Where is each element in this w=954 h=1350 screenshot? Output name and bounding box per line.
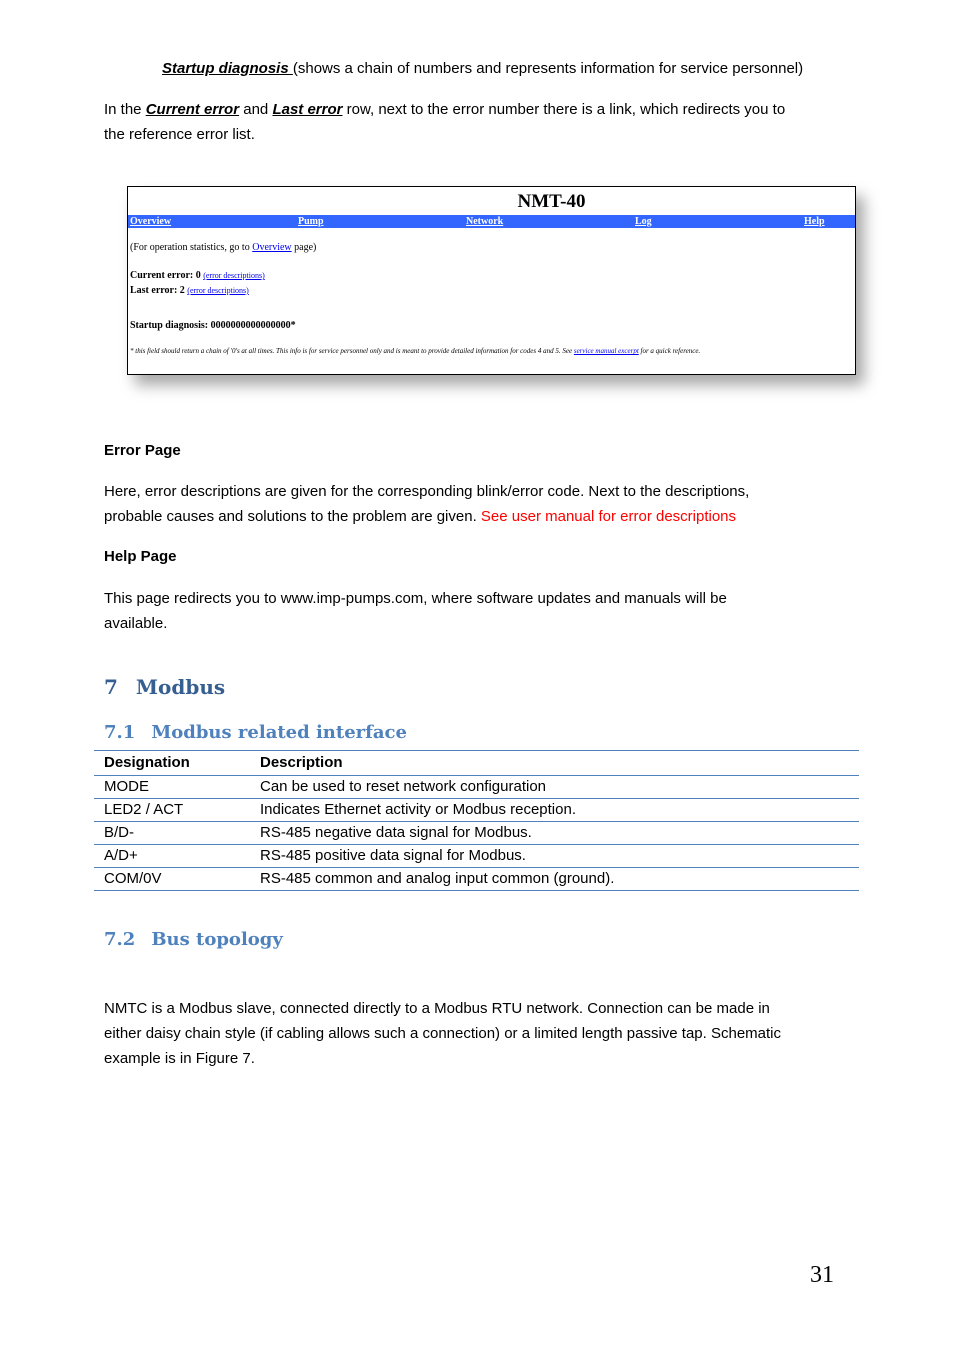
text-fragment: (For operation statistics, go to: [130, 242, 253, 253]
table-row: [94, 822, 859, 845]
text-fragment: page): [291, 242, 317, 253]
nav-network[interactable]: Network: [466, 216, 504, 227]
error-row-paragraph: [104, 97, 785, 147]
header-description: Description: [260, 754, 343, 771]
designation-cell: MODE: [104, 778, 149, 795]
last-error-value: Last error: 2: [130, 285, 185, 296]
section-title: Modbus: [135, 675, 226, 699]
description-cell: RS-485 negative data signal for Modbus.: [260, 824, 532, 841]
section-title: Modbus related interface: [151, 722, 407, 743]
table-row: [94, 776, 859, 799]
page-number: 31: [810, 1262, 834, 1288]
text-fragment: This page redirects you to www.imp-pumps.com, where software updates and manuals will be: [104, 590, 727, 607]
section-number: 7: [104, 675, 118, 699]
screenshot-title: NMT-40: [517, 191, 586, 212]
current-error-line: [130, 270, 265, 281]
user-manual-note: See user manual for error descriptions: [480, 508, 737, 525]
last-error-term: Last error: [272, 101, 343, 118]
current-error-link[interactable]: (error descriptions): [203, 271, 265, 280]
designation-cell: LED2 / ACT: [104, 801, 184, 818]
table-row: [94, 868, 859, 891]
section-7-1-heading: [104, 722, 407, 743]
help-page-paragraph: [104, 586, 727, 636]
last-error-line: [130, 285, 249, 296]
startup-description: (shows a chain of numbers and represents information for service personnel): [292, 60, 804, 77]
designation-cell: B/D-: [104, 824, 134, 841]
nav-log[interactable]: Log: [635, 216, 652, 227]
nmt40-screenshot: [127, 186, 856, 375]
last-error-link[interactable]: (error descriptions): [187, 286, 249, 295]
section-number: 7.1: [104, 722, 136, 743]
text-fragment: example is in Figure 7.: [104, 1050, 255, 1067]
section-7-heading: [104, 675, 225, 699]
text-fragment: * this field should return a chain of '0's at all times. This info is for service personnel only and is meant to provide detailed information for codes 4 and 5. See: [130, 347, 574, 355]
nav-pump[interactable]: Pump: [298, 216, 324, 227]
designation-cell: COM/0V: [104, 870, 162, 887]
text-fragment: the reference error list.: [104, 126, 255, 143]
text-fragment: and: [239, 101, 273, 118]
nav-help[interactable]: Help: [804, 216, 825, 227]
modbus-interface-table: [94, 750, 859, 891]
designation-cell: A/D+: [104, 847, 138, 864]
startup-diagnosis-value: Startup diagnosis: 0000000000000000*: [130, 320, 296, 331]
screenshot-nav-bar: [128, 215, 855, 228]
section-7-2-heading: [104, 929, 283, 950]
header-designation: Designation: [104, 754, 190, 771]
text-fragment: NMTC is a Modbus slave, connected directly to a Modbus RTU network. Connection can be made in: [104, 1000, 770, 1017]
stats-line: [130, 242, 316, 253]
current-error-term: Current error: [145, 101, 240, 118]
error-page-paragraph: [104, 479, 749, 529]
startup-diagnosis-line: [162, 56, 803, 81]
error-page-heading: Error Page: [104, 442, 181, 459]
description-cell: RS-485 positive data signal for Modbus.: [260, 847, 526, 864]
description-cell: Can be used to reset network configuration: [260, 778, 547, 795]
table-header-row: [94, 750, 859, 776]
text-fragment: either daisy chain style (if cabling allows such a connection) or a limited length passive tap. Schematic: [104, 1025, 782, 1042]
startup-term: Startup diagnosis: [162, 60, 293, 77]
table-row: [94, 799, 859, 822]
service-manual-link[interactable]: service manual excerpt: [573, 347, 639, 355]
current-error-value: Current error: 0: [130, 270, 201, 281]
overview-link[interactable]: Overview: [252, 242, 292, 253]
footnote: [130, 347, 700, 355]
text-fragment: for a quick reference.: [638, 347, 701, 355]
nav-overview[interactable]: Overview: [130, 216, 172, 227]
text-fragment: In the: [104, 101, 146, 118]
bus-topology-paragraph: [104, 996, 781, 1071]
help-page-heading: Help Page: [104, 548, 177, 565]
text-fragment: row, next to the error number there is a link, which redirects you to: [342, 101, 786, 118]
description-cell: RS-485 common and analog input common (ground).: [260, 870, 615, 887]
text-fragment: Here, error descriptions are given for the corresponding blink/error code. Next to the descriptions,: [104, 483, 750, 500]
text-fragment: available.: [104, 615, 168, 632]
section-number: 7.2: [104, 929, 136, 950]
description-cell: Indicates Ethernet activity or Modbus reception.: [260, 801, 576, 818]
table-row: [94, 845, 859, 868]
section-title: Bus topology: [151, 929, 283, 950]
text-fragment: probable causes and solutions to the problem are given.: [104, 508, 481, 525]
